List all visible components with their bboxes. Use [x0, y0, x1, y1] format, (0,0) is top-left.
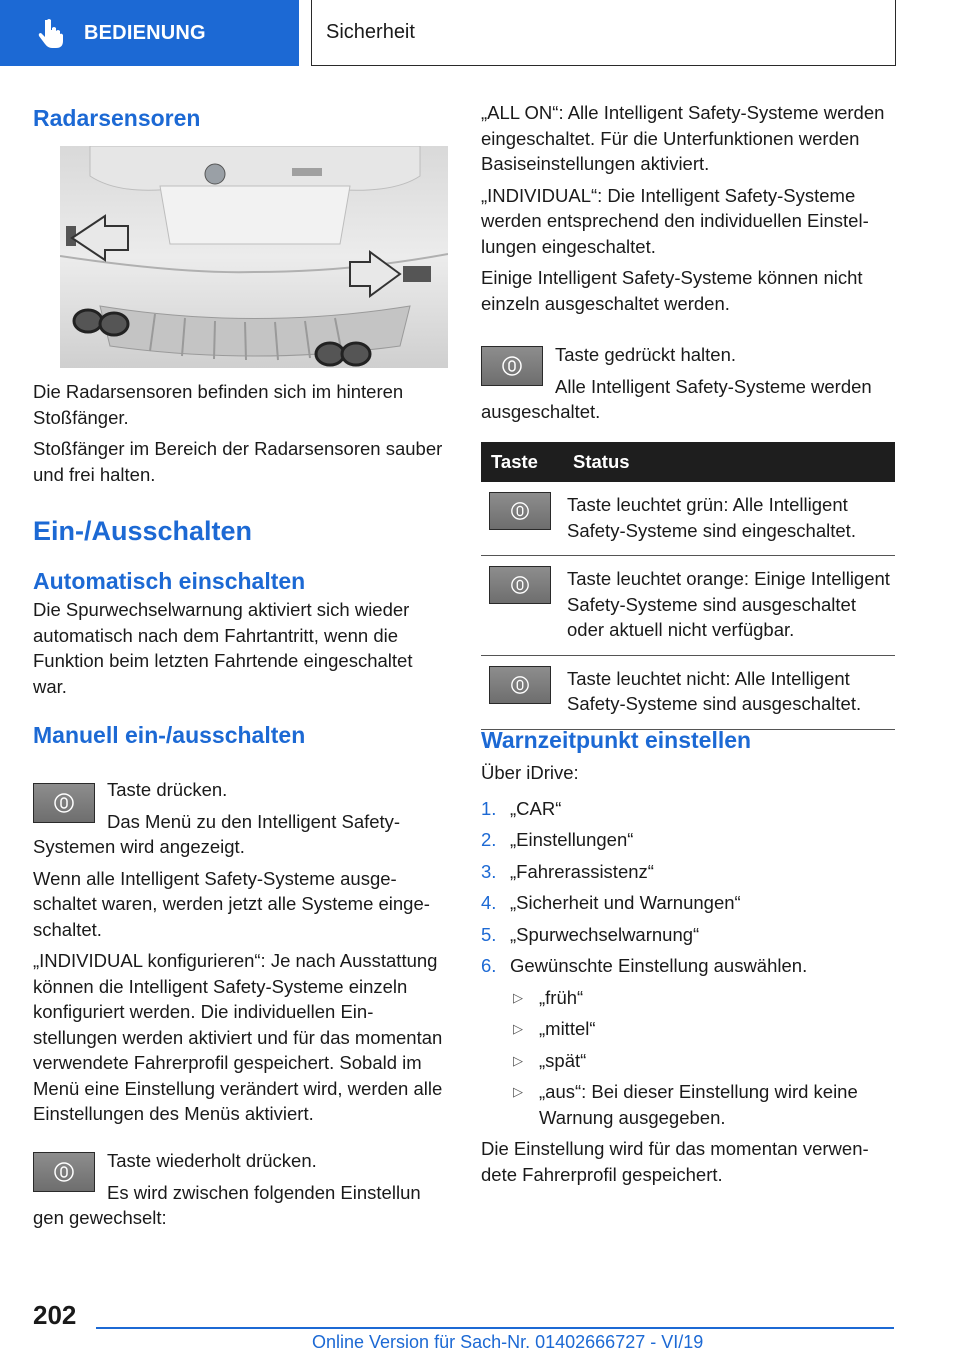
- triangle-bullet-icon: ▷: [513, 1021, 523, 1036]
- paragraph: Die Radarsensoren befinden sich im hinteren Stoßfänger.: [33, 381, 404, 428]
- footer-text: Online Version für Sach-Nr. 01402666727 - VI/19: [312, 1332, 704, 1352]
- heading-manuell: Manuell ein-/ausschalten: [33, 722, 306, 748]
- table-cell: Taste leuchtet nicht: Alle Intelligent Safety-Systeme sind ausgeschaltet.: [563, 655, 895, 729]
- section-label: BEDIENUNG: [84, 21, 206, 44]
- table-row: [481, 556, 895, 656]
- paragraph: Systemen wird angezeigt.: [33, 836, 245, 857]
- paragraph: Wenn alle Intelligent Safety-Systeme ausgeschaltet waren, werden jetzt alle Systeme eingeschaltet.: [33, 867, 430, 940]
- paragraph: Stoßfänger im Bereich der Radarsensoren sauber und frei halten.: [33, 438, 443, 485]
- heading-ein-ausschalten: Ein-/Ausschalten: [33, 516, 253, 546]
- paragraph: „INDIVIDUAL konfigurieren“: Je nach Ausstattung können die Intelligent Safety-Systeme einzeln konfiguriert werden. Die individuellen Einstellungen werden aktiviert und für das momentan verwendete Fahrerprofil gespeichert. Sobald im Menü eine Einstellung verändert wird, werden alle Einstellungen des Menüs aktiviert.: [33, 950, 443, 1124]
- list-item: 1. „CAR“: [481, 797, 562, 819]
- status-table: [481, 442, 895, 730]
- heading-automatisch-einschalten: Automatisch einschalten: [33, 568, 306, 594]
- list-item: 4. „Sicherheit und Warnungen“: [481, 892, 741, 913]
- list-item: 3. „Fahrerassistenz“: [481, 860, 654, 882]
- table-cell: Taste leuchtet orange: Einige Intelligent Safety-Systeme sind ausgeschaltet oder aktuell nicht verfügbar.: [563, 556, 895, 656]
- list-item: 6. Gewünschte Einstellung auswählen.: [481, 955, 808, 976]
- table-cell: Taste leuchtet grün: Alle Intelligent Safety-Systeme sind eingeschaltet.: [563, 482, 895, 556]
- safety-button-icon: [489, 492, 551, 530]
- safety-button-icon: [33, 783, 95, 823]
- safety-button-icon: [481, 346, 543, 386]
- paragraph: Taste wiederholt drücken.: [107, 1150, 317, 1171]
- paragraph: Es wird zwischen folgenden Einstellun: [107, 1181, 421, 1203]
- triangle-bullet-icon: ▷: [513, 989, 523, 1005]
- table-header-status: Status: [563, 442, 895, 482]
- list-item: 5. „Spurwechselwarnung“: [481, 923, 700, 945]
- paragraph: „ALL ON“: Alle Intelligent Safety-Systeme werden eingeschaltet. Für die Unterfunktionen werden Basiseinstellungen aktiviert.: [481, 102, 885, 174]
- paragraph: gen gewechselt:: [33, 1207, 167, 1228]
- heading-radarsensoren: Radarsensoren: [33, 105, 201, 131]
- paragraph: Taste gedrückt halten.: [555, 344, 736, 365]
- section-tab: [0, 0, 299, 66]
- safety-button-icon: [489, 666, 551, 704]
- list-item: 2. „Einstellungen“: [481, 829, 634, 850]
- list-item: ▷ „spät“: [510, 1048, 895, 1074]
- paragraph: Alle Intelligent Safety-Systeme werden: [555, 375, 872, 397]
- safety-button-icon: [33, 1152, 95, 1192]
- paragraph: Das Menü zu den Intelligent Safety-: [107, 810, 401, 832]
- heading-warnzeitpunkt: Warnzeitpunkt einstellen: [481, 727, 752, 753]
- car-rear-radar-illustration: [60, 146, 448, 368]
- list-item: ▷ „mittel“: [510, 1016, 895, 1042]
- paragraph: Die Einstellung wird für das momentan verwendete Fahrerprofil gespeichert.: [481, 1138, 869, 1185]
- list-item: ▷ „früh“: [510, 985, 895, 1011]
- paragraph: „INDIVIDUAL“: Die Intelligent Safety-Systeme werden entsprechend den individuellen Einstellungen eingeschaltet.: [481, 184, 869, 257]
- table-row: [481, 655, 895, 729]
- paragraph: Einige Intelligent Safety-Systeme können nicht einzeln ausgeschaltet werden.: [481, 267, 863, 314]
- triangle-bullet-icon: ▷: [513, 1052, 523, 1068]
- paragraph: Die Spurwechselwarnung aktiviert sich wieder automatisch nach dem Fahrtantritt, wenn die Funktion beim letzten Fahrtende eingeschaltet war.: [33, 599, 413, 697]
- footer-divider: [96, 1327, 894, 1329]
- table-row: [481, 482, 895, 556]
- steps-list: [481, 796, 895, 979]
- hand-pointer-icon: [38, 18, 64, 48]
- paragraph: Taste drücken.: [107, 779, 228, 800]
- triangle-bullet-icon: ▷: [513, 1084, 523, 1099]
- options-list: [510, 985, 895, 1131]
- list-item: ▷ „aus“: Bei dieser Einstellung wird keine Warnung ausgegeben.: [513, 1081, 858, 1128]
- paragraph: ausgeschaltet.: [481, 401, 601, 422]
- paragraph: Über iDrive:: [481, 762, 579, 783]
- chapter-title: Sicherheit: [311, 0, 896, 66]
- table-header-taste: Taste: [481, 442, 563, 482]
- safety-button-icon: [489, 566, 551, 604]
- page-number: 202: [33, 1300, 77, 1330]
